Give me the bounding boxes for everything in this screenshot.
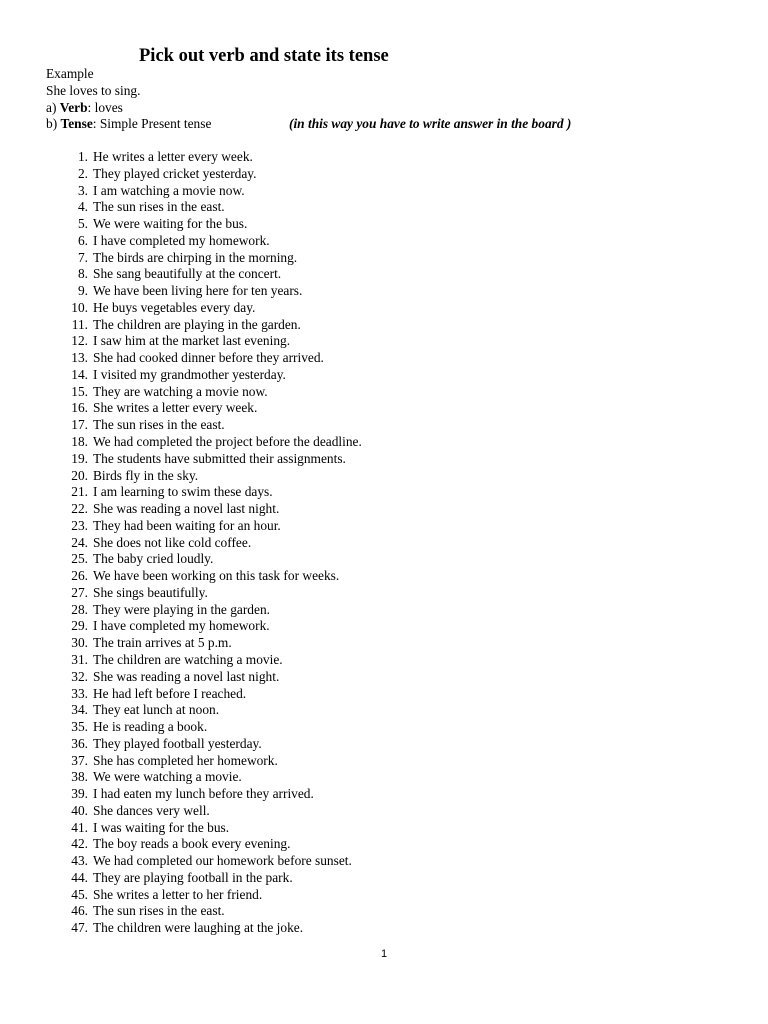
question-text: The children were laughing at the joke. [93, 920, 304, 936]
question-number: 26. [71, 568, 88, 584]
question-number: 5. [77, 216, 88, 232]
question-number: 47. [71, 920, 88, 936]
question-number: 1. [77, 149, 88, 164]
example-sentence: She loves to sing. [46, 82, 141, 98]
tense-prefix: b) [46, 116, 61, 132]
question-number: 39. [71, 786, 88, 802]
question-text: I saw him at the market last evening. [93, 333, 291, 349]
question-number: 20. [71, 467, 88, 483]
question-number: 27. [71, 584, 88, 600]
question-text: I have completed my homework. [93, 232, 270, 248]
question-text: She was reading a novel last night. [93, 668, 280, 684]
question-text: She does not like cold coffee. [93, 534, 252, 550]
question-number: 7. [77, 249, 88, 265]
question-number: 37. [71, 752, 88, 768]
question-number: 11. [71, 316, 88, 332]
question-number: 10. [71, 299, 88, 315]
question-text: We had completed the project before the deadline. [93, 434, 362, 450]
question-text: The birds are chirping in the morning. [93, 249, 298, 265]
question-number: 28. [71, 601, 88, 617]
question-number: 4. [77, 199, 88, 215]
question-text: We were watching a movie. [93, 769, 242, 785]
question-text: The sun rises in the east. [93, 903, 225, 919]
question-text: I have completed my homework. [93, 618, 270, 634]
question-number: 38. [71, 769, 88, 785]
question-number: 14. [71, 366, 88, 382]
question-text: She had cooked dinner before they arrived. [93, 350, 324, 366]
question-text: She writes a letter to her friend. [93, 886, 263, 902]
example-heading: Example [46, 66, 94, 81]
question-number: 19. [71, 450, 88, 466]
question-text: She has completed her homework. [93, 752, 278, 768]
question-number: 31. [71, 651, 88, 667]
tense-value: : Simple Present tense [92, 116, 212, 132]
question-number: 23. [71, 517, 88, 533]
question-text: The boy reads a book every evening. [93, 836, 291, 852]
question-text: She sings beautifully. [93, 584, 208, 600]
question-text: He writes a letter every week. [93, 149, 253, 164]
question-text: They had been waiting for an hour. [93, 517, 281, 533]
question-number: 40. [71, 802, 88, 818]
page-title: Pick out verb and state its tense [139, 46, 389, 66]
question-text: We have been living here for ten years. [93, 283, 303, 299]
question-number: 2. [77, 165, 88, 181]
question-number: 35. [71, 719, 88, 735]
question-number: 32. [71, 668, 88, 684]
question-text: He is reading a book. [93, 719, 208, 735]
question-text: I was waiting for the bus. [93, 819, 230, 835]
question-text: She dances very well. [93, 802, 210, 818]
question-text: The baby cried loudly. [93, 551, 214, 567]
question-number: 24. [71, 534, 88, 550]
question-text: I am watching a movie now. [93, 182, 245, 198]
question-text: They are watching a movie now. [93, 383, 268, 399]
question-text: They are playing football in the park. [93, 869, 293, 885]
question-text: The sun rises in the east. [93, 417, 225, 433]
example-block [46, 66, 572, 133]
question-text: I had eaten my lunch before they arrived. [93, 786, 314, 802]
question-number: 25. [71, 551, 88, 567]
question-text: He had left before I reached. [93, 685, 247, 701]
question-number: 21. [71, 484, 88, 500]
question-number: 33. [71, 685, 88, 701]
question-number: 29. [71, 618, 88, 634]
question-text: The children are watching a movie. [93, 651, 283, 667]
tense-label: Tense [60, 116, 93, 132]
question-text: The sun rises in the east. [93, 199, 225, 215]
question-number: 41. [71, 819, 88, 835]
question-number: 18. [71, 434, 88, 450]
instruction-note: (in this way you have to write answer in the board ) [289, 116, 572, 132]
question-text: We have been working on this task for weeks. [93, 568, 340, 584]
question-text: They played football yesterday. [93, 735, 262, 751]
question-text: Birds fly in the sky. [93, 467, 199, 483]
question-text: The students have submitted their assignments. [93, 450, 346, 466]
question-number: 17. [71, 417, 88, 433]
example-tense-line [46, 116, 572, 133]
question-text: He buys vegetables every day. [93, 299, 256, 315]
question-text: She sang beautifully at the concert. [93, 266, 282, 282]
question-number: 46. [71, 903, 88, 919]
question-text: The children are playing in the garden. [93, 316, 301, 332]
question-number: 12. [71, 333, 88, 349]
question-number: 42. [71, 836, 88, 852]
example-verb-line [46, 100, 211, 117]
verb-value: : loves [87, 99, 123, 115]
question-number: 34. [71, 702, 88, 718]
question-number: 22. [71, 501, 88, 517]
question-text: They eat lunch at noon. [93, 702, 220, 718]
question-number: 44. [71, 869, 88, 885]
question-number: 9. [77, 283, 88, 299]
question-text: The train arrives at 5 p.m. [93, 635, 232, 651]
question-number: 36. [71, 735, 88, 751]
question-text: She was reading a novel last night. [93, 501, 280, 517]
question-number: 3. [77, 182, 88, 198]
question-number: 43. [71, 853, 88, 869]
question-number: 13. [71, 350, 88, 366]
question-number: 45. [71, 886, 88, 902]
question-number: 8. [77, 266, 88, 282]
question-text: They were playing in the garden. [93, 601, 270, 617]
question-number: 15. [71, 383, 88, 399]
question-number: 30. [71, 635, 88, 651]
question-text: They played cricket yesterday. [93, 165, 257, 181]
question-number: 6. [77, 232, 88, 248]
verb-label: Verb [59, 99, 88, 115]
question-number: 16. [71, 400, 88, 416]
question-text: I visited my grandmother yesterday. [93, 366, 286, 382]
verb-prefix: a) [46, 99, 60, 115]
question-text: We were waiting for the bus. [93, 216, 248, 232]
page-number: 1 [380, 948, 388, 960]
question-text: She writes a letter every week. [93, 400, 258, 416]
question-text: We had completed our homework before sunset. [93, 853, 352, 869]
question-text: I am learning to swim these days. [93, 484, 273, 500]
